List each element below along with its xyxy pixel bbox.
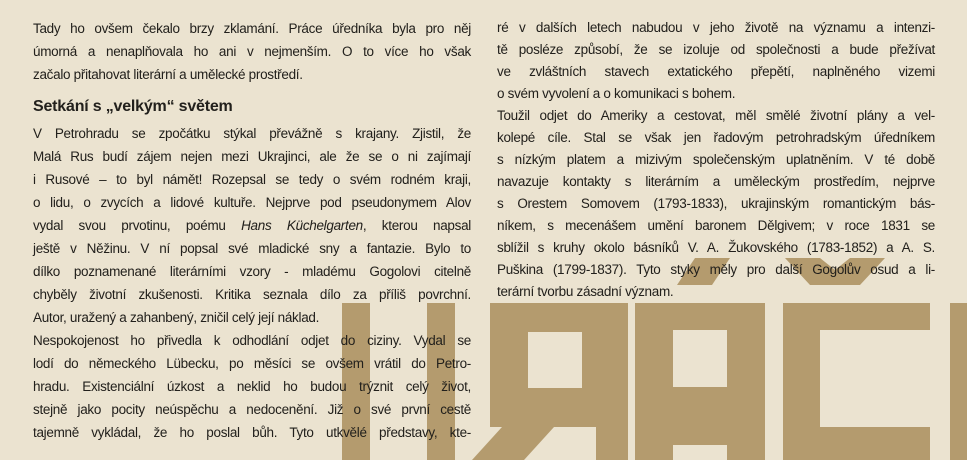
text-line: ještě v Něžinu. V ní popsal své mladické sny a fantazie. Bylo to bbox=[33, 241, 471, 256]
section-heading: Setkání s „velkým“ světem bbox=[33, 98, 233, 115]
opening-c bbox=[820, 330, 930, 427]
text-line: ré v dalších letech nabudou v jeho životě na významu a intenzi- bbox=[497, 20, 935, 35]
text-line: dílko poznamenané literárními vzory - mladému Gogolovi citelně bbox=[33, 264, 471, 279]
text-line: Toužil odjet do Ameriky a cestovat, měl smělé životní plány a vel- bbox=[497, 108, 935, 123]
text-line: V Petrohradu se zpočátku stýkal převážně s krajany. Zjistil, že bbox=[33, 126, 471, 141]
text-line: hradu. Existenciální úzkost a neklid ho budou trýznit celý život, bbox=[33, 379, 471, 394]
text-line: lodí do německého Lübecku, po měsíci se ovšem vrátil do Petro- bbox=[33, 356, 471, 371]
watermark-letter-i bbox=[950, 303, 967, 460]
text-line: tajemně vykládal, že ho poslal bůh. Tyto utkvělé představy, kte- bbox=[33, 425, 471, 440]
text-line bbox=[33, 214, 471, 237]
text-line: i Rusové – to byl námět! Rozepsal se tedy o svém rodném kraji, bbox=[33, 172, 471, 187]
text-segment: vydal svou prvotinu, poému bbox=[33, 218, 242, 233]
text-line: stejně jako pocity neúspěchu a nedocenění. Již o své první cestě bbox=[33, 402, 471, 417]
text-line: začalo přitahovat literární a umělecké prostředí. bbox=[33, 67, 303, 82]
text-line: Puškina (1799-1837). Tyto styky měly pro další Gogolův osud a li- bbox=[497, 262, 935, 277]
counter-a-upper bbox=[673, 330, 727, 387]
text-segment: , kterou napsal bbox=[362, 218, 471, 233]
text-line: Malá Rus budí zájem nejen mezi Ukrajinci, ale že se o ni zajímají bbox=[33, 149, 471, 164]
text-line: tě posléze způsobí, že se izoluje od společnosti a bude přežívat bbox=[497, 42, 935, 57]
text-line: úmorná a nenaplňovala ho ani v nejmenším. O to více ho však bbox=[33, 44, 471, 59]
text-line: o svém vyvolení a o komunikaci s bohem. bbox=[497, 86, 736, 101]
text-line: Tady ho ovšem čekalo brzy zklamání. Práce úředníka byla pro něj bbox=[33, 21, 471, 36]
text-line: s Orestem Somovem (1793-1833), ukrajinským romantickým bás- bbox=[497, 196, 935, 211]
text-line: ve zvláštních stavech extatického přepětí, naplněného vizemi bbox=[497, 64, 935, 79]
text-line: chyběly životní zkušenosti. Kritika seznala dílo za příliš povrchní. bbox=[33, 287, 471, 302]
text-line: s nízkým platem a mizivým společenským uplatněním. V té době bbox=[497, 152, 935, 167]
text-line: terární tvorbu zásadní význam. bbox=[497, 284, 674, 299]
text-line: kolepé cíle. Stal se však jen řadovým petrohradským úředníkem bbox=[497, 130, 935, 145]
text-line: Autor, uražený a zahanbený, zničil celý její náklad. bbox=[33, 310, 320, 325]
text-line: o lidu, o zvycích a lidové kultuře. Nejprve pod pseudonymem Alov bbox=[33, 195, 471, 210]
book-title-italic: Hans Küchelgarten bbox=[241, 218, 363, 233]
left-column bbox=[33, 17, 471, 444]
text-line: sblížil s kruhy okolo básníků V. A. Žukovského (1783-1852) a A. S. bbox=[497, 240, 935, 255]
text-line: navazuje kontakty s literárním a uměleckým prostředím, nejprve bbox=[497, 174, 935, 189]
right-column bbox=[497, 17, 935, 303]
text-line: níkem, s mecenášem umění baronem Dělgivem; v roce 1831 se bbox=[497, 218, 935, 233]
counter-r bbox=[528, 332, 582, 388]
counter-a-lower bbox=[673, 445, 727, 460]
text-line: Nespokojenost ho přivedla k odhodlání odjet do ciziny. Vydal se bbox=[33, 333, 471, 348]
